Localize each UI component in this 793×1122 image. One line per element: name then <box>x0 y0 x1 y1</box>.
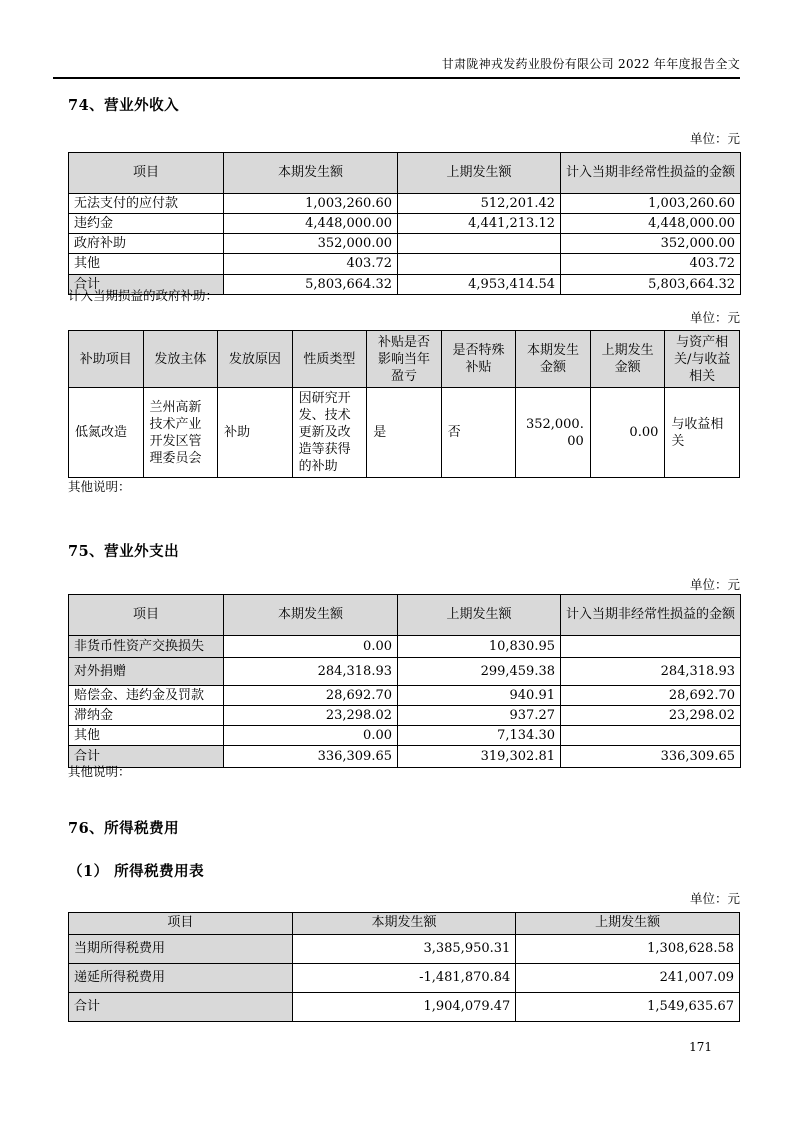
row-label-cell: 对外捐赠 <box>69 658 224 686</box>
amount-cell: 1,003,260.60 <box>561 194 741 214</box>
header-cell-prior: 上期发生额 <box>516 913 740 935</box>
amount-cell: 403.72 <box>224 254 398 274</box>
table-row <box>69 254 741 274</box>
reason-cell: 补助 <box>218 388 293 478</box>
other-note-1: 其他说明： <box>68 479 131 494</box>
row-label-cell: 违约金 <box>69 214 224 234</box>
total-label-cell: 合计 <box>69 992 293 1021</box>
special-cell: 否 <box>441 388 516 478</box>
table-row <box>69 234 741 254</box>
header-cell-asset-income-related: 与资产相关/与收益相关 <box>665 331 740 388</box>
amount-cell: 336,309.65 <box>561 746 741 768</box>
income-tax-expense-table <box>68 912 740 1022</box>
table-row <box>69 388 740 478</box>
row-label-cell: 当期所得税费用 <box>69 934 293 963</box>
header-divider <box>53 77 740 79</box>
row-label-cell: 无法支付的应付款 <box>69 194 224 214</box>
amount-cell: -1,481,870.84 <box>292 963 516 992</box>
amount-cell <box>561 726 741 746</box>
amount-cell: 336,309.65 <box>224 746 398 768</box>
document-header-title: 甘肃陇神戎发药业股份有限公司 2022 年年度报告全文 <box>441 57 740 71</box>
header-cell-item: 项目 <box>69 153 224 194</box>
amount-cell: 23,298.02 <box>224 706 398 726</box>
row-label-cell: 其他 <box>69 254 224 274</box>
amount-cell: 4,448,000.00 <box>224 214 398 234</box>
amount-cell: 319,302.81 <box>398 746 561 768</box>
section-76-subtitle: （1） 所得税费用表 <box>68 863 205 880</box>
header-cell-subsidy-item: 补助项目 <box>69 331 144 388</box>
row-label-cell: 赔偿金、违约金及罚款 <box>69 686 224 706</box>
amount-cell: 1,904,079.47 <box>292 992 516 1021</box>
table-header-row <box>69 153 741 194</box>
amount-cell: 5,803,664.32 <box>224 274 398 294</box>
amount-cell: 352,000.00 <box>224 234 398 254</box>
amount-cell: 28,692.70 <box>561 686 741 706</box>
section-74-title: 74、营业外收入 <box>68 97 180 114</box>
government-subsidy-table <box>68 330 740 478</box>
amount-cell: 28,692.70 <box>224 686 398 706</box>
table-row <box>69 726 741 746</box>
amount-cell: 299,459.38 <box>398 658 561 686</box>
section-75-title: 75、营业外支出 <box>68 543 180 560</box>
header-cell-nature: 性质类型 <box>292 331 367 388</box>
table-row <box>69 686 741 706</box>
header-cell-special: 是否特殊补贴 <box>441 331 516 388</box>
amount-cell: 23,298.02 <box>561 706 741 726</box>
row-label-cell: 政府补助 <box>69 234 224 254</box>
amount-cell: 5,803,664.32 <box>561 274 741 294</box>
table-row <box>69 658 741 686</box>
subsidy-item-cell: 低氮改造 <box>69 388 144 478</box>
unit-label-3: 单位：元 <box>689 577 740 592</box>
grantor-cell: 兰州高新技术产业开发区管理委员会 <box>143 388 218 478</box>
amount-cell: 0.00 <box>590 388 665 478</box>
header-cell-current: 本期发生额 <box>224 595 398 636</box>
amount-cell: 1,003,260.60 <box>224 194 398 214</box>
unit-label-4: 单位：元 <box>689 891 740 906</box>
row-label-cell: 递延所得税费用 <box>69 963 293 992</box>
header-cell-current: 本期发生额 <box>224 153 398 194</box>
amount-cell: 0.00 <box>224 636 398 658</box>
table-row <box>69 706 741 726</box>
header-cell-item: 项目 <box>69 595 224 636</box>
amount-cell: 512,201.42 <box>398 194 561 214</box>
amount-cell: 3,385,950.31 <box>292 934 516 963</box>
table-row <box>69 963 740 992</box>
page-number: 171 <box>689 1040 712 1054</box>
header-cell-item: 项目 <box>69 913 293 935</box>
unit-label-2: 单位：元 <box>689 310 740 325</box>
table-row <box>69 934 740 963</box>
header-cell-current-amount: 本期发生金额 <box>516 331 591 388</box>
amount-cell <box>398 234 561 254</box>
header-cell-prior: 上期发生额 <box>398 595 561 636</box>
table-row <box>69 194 741 214</box>
amount-cell: 940.91 <box>398 686 561 706</box>
header-cell-prior: 上期发生额 <box>398 153 561 194</box>
table-row <box>69 636 741 658</box>
non-operating-expense-table <box>68 594 741 768</box>
header-cell-reason: 发放原因 <box>218 331 293 388</box>
header-cell-nonrecurring: 计入当期非经常性损益的金额 <box>561 153 741 194</box>
affects-pl-cell: 是 <box>367 388 442 478</box>
amount-cell: 7,134.30 <box>398 726 561 746</box>
total-label-cell: 合计 <box>69 746 224 768</box>
table-row <box>69 214 741 234</box>
unit-label-1: 单位：元 <box>689 131 740 146</box>
amount-cell: 241,007.09 <box>516 963 740 992</box>
table-header-row <box>69 331 740 388</box>
other-note-2: 其他说明： <box>68 764 131 779</box>
nature-cell: 因研究开发、技术更新及改造等获得的补助 <box>292 388 367 478</box>
amount-cell: 4,953,414.54 <box>398 274 561 294</box>
amount-cell: 352,000.00 <box>516 388 591 478</box>
table-header-row <box>69 913 740 935</box>
header-cell-nonrecurring: 计入当期非经常性损益的金额 <box>561 595 741 636</box>
amount-cell: 4,441,213.12 <box>398 214 561 234</box>
header-cell-affects-pl: 补贴是否影响当年盈亏 <box>367 331 442 388</box>
amount-cell: 937.27 <box>398 706 561 726</box>
amount-cell: 352,000.00 <box>561 234 741 254</box>
amount-cell: 403.72 <box>561 254 741 274</box>
amount-cell: 0.00 <box>224 726 398 746</box>
total-row <box>69 992 740 1021</box>
amount-cell <box>561 636 741 658</box>
header-cell-current: 本期发生额 <box>292 913 516 935</box>
amount-cell: 10,830.95 <box>398 636 561 658</box>
row-label-cell: 滞纳金 <box>69 706 224 726</box>
section-76-title: 76、所得税费用 <box>68 820 180 837</box>
amount-cell <box>398 254 561 274</box>
table-header-row <box>69 595 741 636</box>
row-label-cell: 其他 <box>69 726 224 746</box>
amount-cell: 1,549,635.67 <box>516 992 740 1021</box>
subsidy-note: 计入当期损益的政府补助： <box>68 288 219 303</box>
non-operating-income-table <box>68 152 741 295</box>
asset-income-related-cell: 与收益相关 <box>665 388 740 478</box>
header-cell-prior-amount: 上期发生金额 <box>590 331 665 388</box>
amount-cell: 284,318.93 <box>561 658 741 686</box>
amount-cell: 1,308,628.58 <box>516 934 740 963</box>
amount-cell: 284,318.93 <box>224 658 398 686</box>
header-cell-grantor: 发放主体 <box>143 331 218 388</box>
total-label-cell: 合计 <box>69 274 224 294</box>
row-label-cell: 非货币性资产交换损失 <box>69 636 224 658</box>
amount-cell: 4,448,000.00 <box>561 214 741 234</box>
